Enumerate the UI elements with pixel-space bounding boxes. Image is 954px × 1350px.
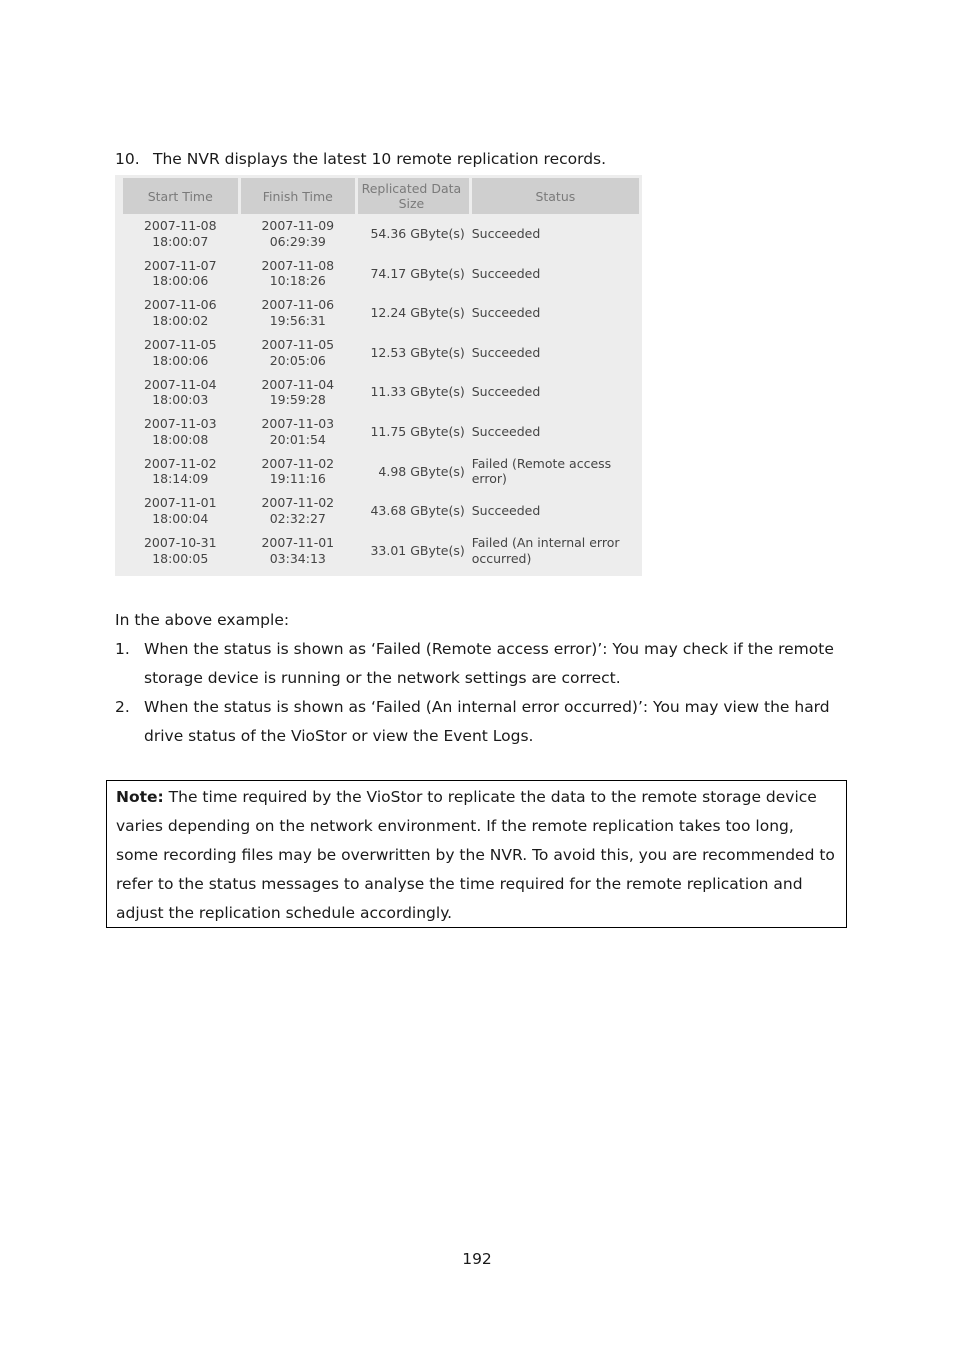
start-time-cell-start-date: 2007-11-02 (143, 455, 217, 471)
status-cell-status: Failed (An internal error occurred) (471, 535, 620, 566)
finish-time-cell-finish-date: 2007-11-08 (261, 257, 335, 273)
finish-time-cell (241, 372, 356, 412)
header-finish-time: Finish Time (241, 178, 356, 214)
size-cell-size: 43.68 GByte(s) (370, 503, 465, 519)
page-number: 192 (462, 1250, 492, 1268)
size-cell (358, 214, 469, 254)
finish-time-cell-finish-date: 2007-11-05 (261, 337, 335, 353)
finish-time-cell (241, 214, 356, 254)
status-cell-status: Succeeded (471, 384, 541, 400)
finish-time-cell-finish-date: 2007-11-04 (261, 376, 335, 392)
status-cell (472, 293, 639, 333)
note-label: Note: (116, 788, 164, 806)
table-row (123, 412, 639, 452)
replication-records-screenshot (115, 175, 642, 576)
start-time-cell (123, 412, 238, 452)
size-cell (358, 412, 469, 452)
explanation-list (115, 635, 835, 751)
finish-time-cell-finish-date: 2007-11-01 (261, 535, 335, 551)
status-cell (472, 214, 639, 254)
start-time-cell-start-time: 18:00:08 (152, 431, 209, 447)
intro-text: In the above example: (115, 611, 290, 629)
start-time-cell (123, 531, 238, 571)
size-cell (358, 452, 469, 492)
start-time-cell (123, 293, 238, 333)
start-time-cell-start-time: 18:00:04 (152, 510, 209, 526)
table-row (123, 531, 639, 571)
status-cell (472, 412, 639, 452)
finish-time-cell-finish-time: 10:18:26 (269, 273, 326, 289)
size-cell-size: 11.33 GByte(s) (370, 384, 465, 400)
start-time-cell-start-date: 2007-11-04 (143, 376, 217, 392)
status-cell-status: Succeeded (471, 226, 541, 242)
status-cell-status: Succeeded (471, 424, 541, 440)
table-header-row (123, 178, 639, 214)
status-cell-status: Succeeded (471, 503, 541, 519)
start-time-cell-start-time: 18:00:06 (152, 352, 209, 368)
finish-time-cell-finish-time: 19:59:28 (269, 392, 326, 408)
step-text: The NVR displays the latest 10 remote replication records. (153, 150, 607, 168)
step-heading (115, 149, 606, 169)
size-cell (358, 293, 469, 333)
start-time-cell (123, 491, 238, 531)
finish-time-cell (241, 452, 356, 492)
finish-time-cell (241, 333, 356, 373)
table-row (123, 372, 639, 412)
status-cell (472, 254, 639, 294)
size-cell (358, 491, 469, 531)
start-time-cell-start-date: 2007-11-08 (143, 218, 217, 234)
size-cell (358, 531, 469, 571)
table-row (123, 491, 639, 531)
status-cell-status: Succeeded (471, 265, 541, 281)
size-cell-size: 54.36 GByte(s) (370, 226, 465, 242)
finish-time-cell-finish-date: 2007-11-02 (261, 455, 335, 471)
start-time-cell (123, 214, 238, 254)
size-cell-size: 11.75 GByte(s) (370, 424, 465, 440)
size-cell (358, 333, 469, 373)
status-cell (472, 531, 639, 571)
finish-time-cell-finish-time: 19:11:16 (269, 471, 326, 487)
start-time-cell-start-date: 2007-11-05 (143, 337, 217, 353)
table-row (123, 293, 639, 333)
finish-time-cell-finish-time: 06:29:39 (269, 233, 326, 249)
header-start-time: Start Time (123, 178, 238, 214)
start-time-cell-start-time: 18:00:02 (152, 312, 209, 328)
finish-time-cell-finish-time: 02:32:27 (269, 510, 326, 526)
status-cell (472, 491, 639, 531)
status-cell-status: Succeeded (471, 305, 541, 321)
finish-time-cell (241, 531, 356, 571)
start-time-cell-start-date: 2007-11-07 (143, 257, 217, 273)
start-time-cell-start-date: 2007-11-06 (143, 297, 217, 313)
status-cell-status: Failed (Remote access error) (471, 455, 612, 487)
start-time-cell-start-time: 18:00:03 (152, 392, 209, 408)
start-time-cell-start-date: 2007-11-03 (143, 416, 217, 432)
finish-time-cell-finish-date: 2007-11-02 (261, 495, 335, 511)
finish-time-cell (241, 254, 356, 294)
start-time-cell (123, 452, 238, 492)
finish-time-cell (241, 412, 356, 452)
step-number: 10. (115, 150, 140, 168)
finish-time-cell (241, 293, 356, 333)
size-cell-size: 12.24 GByte(s) (370, 305, 465, 321)
size-cell-size: 4.98 GByte(s) (378, 463, 465, 479)
size-cell-size: 74.17 GByte(s) (370, 265, 465, 281)
list-item (115, 635, 835, 693)
finish-time-cell (241, 491, 356, 531)
finish-time-cell-finish-time: 03:34:13 (269, 550, 326, 566)
replication-records-table (120, 178, 642, 570)
start-time-cell-start-date: 2007-10-31 (143, 535, 217, 551)
status-cell-status: Succeeded (471, 344, 541, 360)
size-cell-size: 12.53 GByte(s) (370, 344, 465, 360)
table-body (123, 214, 639, 570)
list-text: When the status is shown as ‘Failed (Remote access error)’: You may check if the remote storage device is running or the network settings are correct. (144, 640, 834, 687)
start-time-cell (123, 372, 238, 412)
list-text: When the status is shown as ‘Failed (An internal error occurred)’: You may view the hard drive status of the VioStor or view the Event Logs. (144, 698, 830, 745)
finish-time-cell-finish-time: 20:05:06 (269, 352, 326, 368)
list-number: 2. (115, 698, 130, 716)
status-cell (472, 452, 639, 492)
table-row (123, 214, 639, 254)
start-time-cell-start-date: 2007-11-01 (143, 495, 217, 511)
note-box (106, 780, 847, 928)
note-text: The time required by the VioStor to replicate the data to the remote storage device varies depending on the network environment. If the remote replication takes too long, some recording files may be overwritten by the NVR. To avoid this, you are recommended to refer to the status messages to analyse the time required for the remote replication and adjust the replication schedule accordingly. (116, 788, 835, 922)
finish-time-cell-finish-date: 2007-11-03 (261, 416, 335, 432)
size-cell (358, 372, 469, 412)
status-cell (472, 372, 639, 412)
finish-time-cell-finish-time: 20:01:54 (269, 431, 326, 447)
list-number: 1. (115, 640, 130, 658)
status-cell (472, 333, 639, 373)
start-time-cell-start-time: 18:00:07 (152, 233, 209, 249)
start-time-cell (123, 333, 238, 373)
finish-time-cell-finish-time: 19:56:31 (269, 312, 326, 328)
table-row (123, 333, 639, 373)
start-time-cell-start-time: 18:14:09 (152, 471, 209, 487)
list-item (115, 693, 835, 751)
size-cell (358, 254, 469, 294)
start-time-cell-start-time: 18:00:05 (152, 550, 209, 566)
size-cell-size: 33.01 GByte(s) (370, 542, 465, 558)
start-time-cell-start-time: 18:00:06 (152, 273, 209, 289)
finish-time-cell-finish-date: 2007-11-06 (261, 297, 335, 313)
table-row (123, 254, 639, 294)
start-time-cell (123, 254, 238, 294)
header-status: Status (472, 178, 639, 214)
table-row (123, 452, 639, 492)
header-replicated-data-size: Replicated Data Size (358, 178, 469, 214)
finish-time-cell-finish-date: 2007-11-09 (261, 218, 335, 234)
